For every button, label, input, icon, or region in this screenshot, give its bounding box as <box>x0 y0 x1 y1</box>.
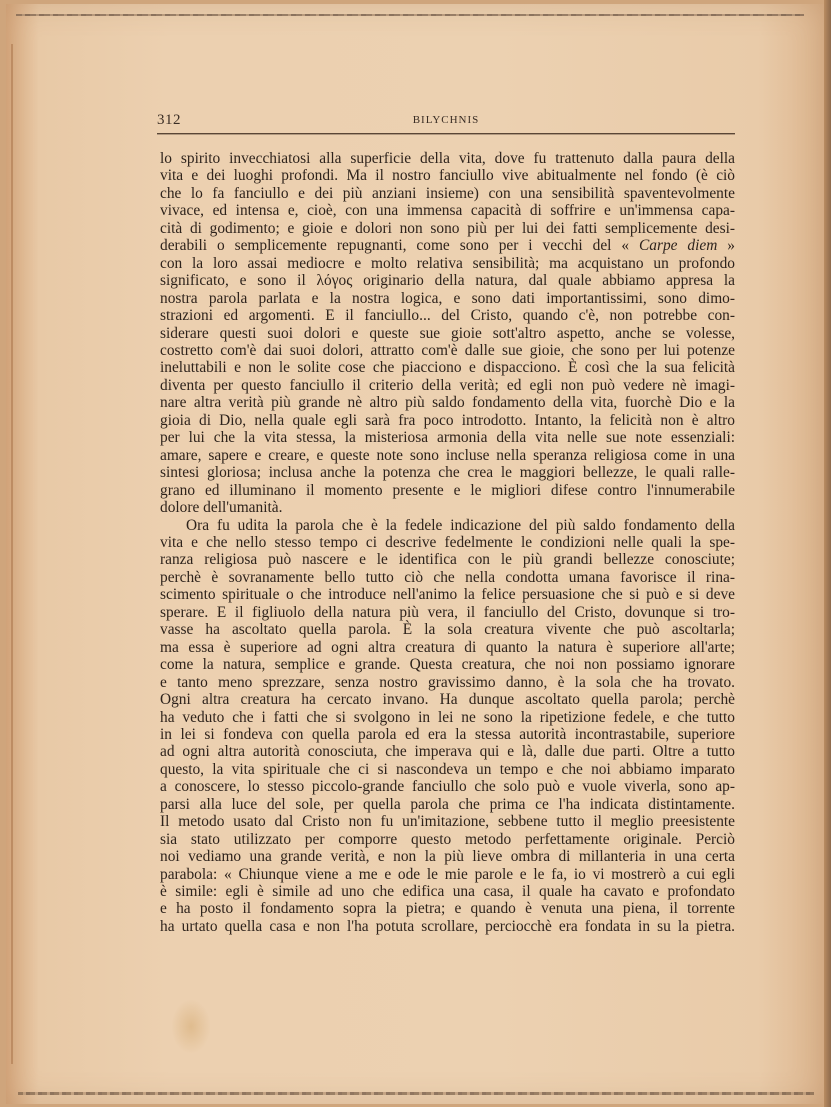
page-number: 312 <box>157 112 181 128</box>
text-line: grano ed illuminano il momento presente e le migliori difese contro l'innumerabile <box>160 481 735 499</box>
text-line: a conoscere, lo stesso piccolo-grande fanciullo che solo può e vuole viverla, sono ap- <box>160 778 735 796</box>
text-line: come la natura, semplice e grande. Questa creatura, che noi non possiamo ignorare <box>160 656 735 674</box>
page-top-edge <box>16 14 804 16</box>
text-line: sia stato utilizzato per comporre questo metodo perfettamente originale. Perciò <box>160 830 735 848</box>
text-line: nostra parola parlata e la nostra logica, e sono dati importantissimi, sono dimo- <box>160 289 735 307</box>
text-line: significato, e sono il λόγος originario della natura, dal quale abbiamo appresa la <box>160 272 735 290</box>
text-line: ma essa è superiore ad ogni altra creatura di quanto la natura è superiore all'arte; <box>160 638 735 656</box>
text-line: costretto com'è dai suoi dolori, attratto com'è dalle sue gioie, che sono per lui potenze <box>160 341 735 359</box>
header-rule <box>157 133 735 134</box>
text-line: ha veduto che i fatti che si svolgono in lei ne sono la ripetizione fedele, e che tutto <box>160 708 735 726</box>
text-line: ad ogni altra autorità conosciuta, che imperava qui e là, dalle due parti. Oltre a tutto <box>160 743 735 761</box>
text-line: vivace, ed intensa e, cioè, con una immensa capacità di soffrire e un'immensa capa- <box>160 202 735 220</box>
text-line: siderare questi suoi dolori e queste sue gioie sott'altro aspetto, anche se volesse, <box>160 324 735 342</box>
text-line: per lui che la vita stessa, la misteriosa armonia della vita nelle sue note essenziali: <box>160 429 735 447</box>
running-head: BILYCHNIS <box>412 114 480 126</box>
text-line: e ha posto il fondamento sopra la pietra; e quando è venuta una piena, il torrente <box>160 900 735 918</box>
paragraph <box>160 517 735 936</box>
paper-stain <box>171 999 211 1054</box>
text-line: è simile: egli è simile ad uno che edifica una casa, il quale ha cavato e profondato <box>160 883 735 901</box>
page-bottom-edge <box>18 1092 814 1095</box>
text-line: strazioni ed argomenti. E il fanciullo... del Cristo, quando c'è, non potrebbe con- <box>160 307 735 325</box>
page-binding-crease <box>11 44 13 1064</box>
text-line: ha urtato quella casa e non l'ha potuta scrollare, perciocchè era fondata in su la pietra. <box>160 917 735 935</box>
text-line: Ogni altra creatura ha cercato invano. Ha dunque ascoltato quella parola; perchè <box>160 691 735 709</box>
body-text <box>160 150 735 935</box>
text-line: vita e che nello stesso tempo ci descrive fedelmente le condizioni nelle quali la spe- <box>160 533 735 551</box>
text-line: vita e dei luoghi profondi. Ma il nostro fanciullo vive abitualmente nel fondo (è ciò <box>160 167 735 185</box>
text-line: cità di godimento; e gioie e dolori non sono più per lui dei fatti semplicemente desi- <box>160 219 735 237</box>
text-line: Ora fu udita la parola che è la fedele indicazione del più saldo fondamento della <box>186 516 735 534</box>
text-line: nare altra verità più grande nè altro più saldo fondamento della vita, fuorchè Dio e la <box>160 394 735 412</box>
text-line: in lei si fondeva con quella parola ed era la stessa autorità incontrastabile, superiore <box>160 725 735 743</box>
text-line: parabola: « Chiunque viene a me e ode le mie parole e le fa, io vi mostrerò a cui egli <box>160 865 735 883</box>
italic-phrase: Carpe diem <box>639 237 718 255</box>
text-line: vasse ha ascoltato quella parola. È la sola creatura vivente che può ascoltarla; <box>160 621 735 639</box>
text-line: e tanto meno sprezzare, senza nostro gravissimo danno, è la sola che ha trovato. <box>160 673 735 691</box>
text-line: gioia di Dio, nella quale egli sarà fra poco introdotto. Intanto, la felicità non è altro <box>160 411 735 429</box>
text-line: sperare. E il figliuolo della natura più vera, il fanciullo del Cristo, dovunque si tro- <box>160 603 735 621</box>
text-line: noi vediamo una grande verità, e non la più lieve ombra di millanteria in una certa <box>160 848 735 866</box>
text-line: ranza religiosa può nascere e le identifica con le più grandi bellezze conosciute; <box>160 551 735 569</box>
book-edge <box>824 0 831 1107</box>
text-line: parsi alla luce del sole, per quella parola che prima ce l'ha indicata distintamente. <box>160 795 735 813</box>
page-header <box>157 112 735 134</box>
text-line: dolore dell'umanità. <box>160 499 283 517</box>
text-line: lo spirito invecchiatosi alla superficie della vita, dove fu trattenuto dalla paura della <box>160 150 735 167</box>
text-line: con la loro assai mediocre e molto relativa sensibilità; ma acquistano un profondo <box>160 254 735 272</box>
text-line: derabili o semplicemente repugnanti, come sono per i vecchi del « Carpe diem » <box>160 237 735 255</box>
text-line: questo, la vita spirituale che ci si nascondeva un tempo e che noi abbiamo imparato <box>160 760 735 778</box>
text-line: diventa per questo fanciullo il criterio della verità; ed egli non può vedere nè imagi- <box>160 376 735 394</box>
text-line: amare, sapere e creare, e queste note sono incluse nella speranza religiosa come in una <box>160 446 735 464</box>
text-line: ineluttabili e non le solite cose che piacciono e dispacciono. È così che la sua felicità <box>160 359 735 377</box>
text-line: scimento spirituale o che introduce nell'animo la felice persuasione che si può e si deve <box>160 586 735 604</box>
text-line: sintesi gloriosa; inclusa anche la potenza che crea le maggiori bellezze, le quali ralle- <box>160 464 735 482</box>
paragraph <box>160 150 735 517</box>
text-line: Il metodo usato dal Cristo non fu un'imitazione, sebbene tutto il meglio preesistente <box>160 813 735 831</box>
text-line: perchè è sovranamente bello tutto ciò che nella condotta umana favorisce il rina- <box>160 568 735 586</box>
text-line: che lo fa fanciullo e dei più anziani insieme) con una sensibilità spaventevolmente <box>160 184 735 202</box>
